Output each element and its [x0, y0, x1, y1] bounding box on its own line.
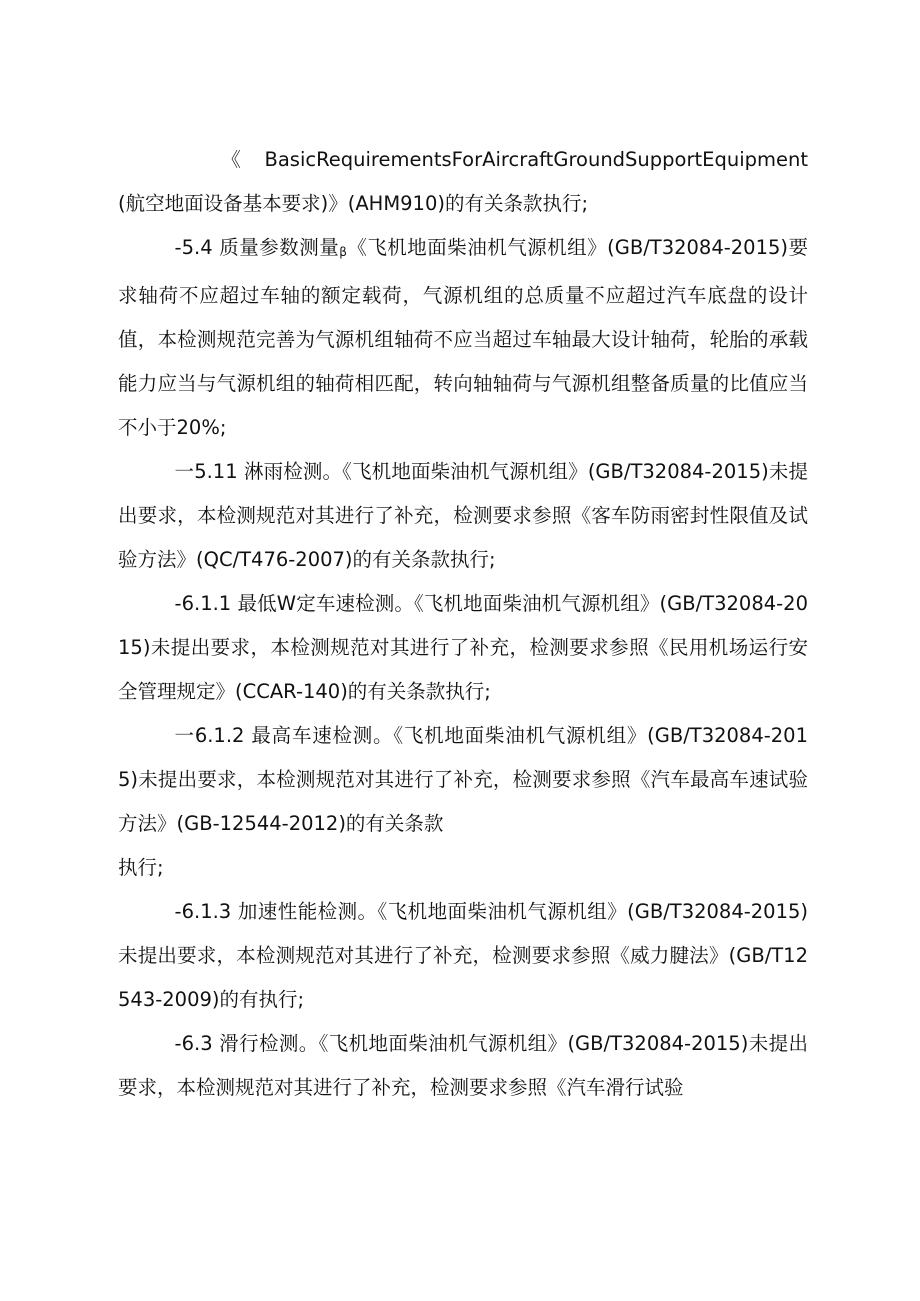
section-prefix-5-4: -5.4 质量参数测量	[174, 236, 340, 259]
paragraph-5-11: 一5.11 淋雨检测。《飞机地面柴油机气源机组》(GB/T32084-2015)未提出要求，本检测规范对其进行了补充，检测要求参照《客车防雨密封性限值及试验方法》(QC/T476-2007)的有关条款执行;	[118, 460, 808, 571]
beta-symbol: β	[339, 245, 347, 259]
paragraph-6-1-3: -6.1.3 加速性能检测。《飞机地面柴油机气源机组》(GB/T32084-2015)未提出要求，本检测规范对其进行了补充，检测要求参照《威力腱法》(GB/T12543-2009)的有执行;	[118, 900, 808, 1011]
paragraph-6-1-1: -6.1.1 最低W定车速检测。《飞机地面柴油机气源机组》(GB/T32084-2015)未提出要求，本检测规范对其进行了补充，检测要求参照《民用机场运行安全管理规定》(CCAR-140)的有关条款执行;	[118, 592, 808, 703]
document-page	[118, 138, 808, 1110]
paragraph-ahm910: 《BasicRequirementsForAircraftGroundSupportEquipment(航空地面设备基本要求)》(AHM910)的有关条款执行;	[118, 148, 808, 215]
paragraph-6-1-2-trailing: 执行;	[118, 856, 164, 879]
paragraph-6-1-2: 一6.1.2 最高车速检测。《飞机地面柴油机气源机组》(GB/T32084-2015)未提出要求，本检测规范对其进行了补充，检测要求参照《汽车最高车速试验方法》(GB-12544-2012)的有关条款	[118, 724, 808, 835]
paragraph-5-4	[118, 226, 808, 450]
paragraph-5-4-body: 《飞机地面柴油机气源机组》(GB/T32084-2015)要求轴荷不应超过车轴的额定载荷，气源机组的总质量不应超过汽车底盘的设计值，本检测规范完善为气源机组轴荷不应当超过车轴最大设计轴荷，轮胎的承载能力应当与气源机组的轴荷相匹配，转向轴轴荷与气源机组整备质量的比值应当不小于20%;	[118, 236, 808, 439]
paragraph-6-3: -6.3 滑行检测。《飞机地面柴油机气源机组》(GB/T32084-2015)未提出要求，本检测规范对其进行了补充，检测要求参照《汽车滑行试验	[118, 1032, 808, 1099]
